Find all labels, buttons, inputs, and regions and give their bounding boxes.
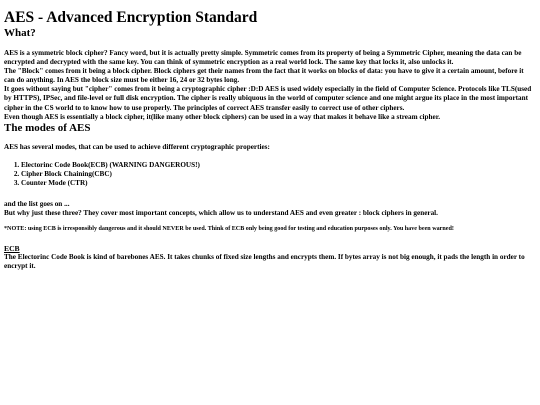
ecb-warning-note: *NOTE: using ECB is irresponsibly dangerous and it should NEVER be used. Think of ECB only being good for testing and education purposes only. You have been warned! (4, 225, 454, 232)
list-item-cbc: 2. Cipher Block Chaining(CBC) (21, 170, 536, 179)
modes-list (4, 161, 536, 189)
document-page (4, 0, 536, 271)
modes-after-text (4, 200, 536, 218)
list-item-ctr: 3. Counter Mode (CTR) (21, 179, 536, 188)
paragraph-cipher: It goes without saying but "cipher" comes from it being a cryptographic cipher :D:D AES is used widely especially in the field of Computer Science. Protocols like TLS(used by HTTPS), IPSec, and file-level or full disk encryption. The cipher is really ubiquous in the world of computer science and one might argue its place in the most important cipher in the CS world to to know how to use properly. The principles of correct AES transfer easily to correct use of other ciphers. (4, 85, 532, 112)
section-heading-modes: The modes of AES (4, 121, 91, 134)
page-title: AES - Advanced Encryption Standard (4, 9, 258, 26)
paragraph-symmetric: AES is a symmetric block cipher? Fancy word, but it is actually pretty simple. Symmetric comes from its property of being a Symmetric Cipher, meaning the data can be encrypted and decrypted with the same key. You can think of symmetric encryption as a real world lock. The same key that locks it, also unlocks it. (4, 49, 522, 67)
ecb-description: The Electorinc Code Book is kind of barebones AES. It takes chunks of fixed size lengths and encrypts them. If bytes array is not big enough, it pads the length in order to encrypt it. (4, 252, 525, 271)
section-heading-what: What? (4, 27, 36, 39)
what-section-body (4, 49, 536, 122)
why-three-text: But why just these three? They cover most important concepts, which allow us to understand AES and even greater : block ciphers in general. (4, 208, 438, 217)
list-item-ecb: 1. Electorinc Code Book(ECB) (WARNING DANGEROUS!) (21, 161, 536, 170)
ecb-heading-link[interactable]: ECB (4, 243, 20, 253)
modes-intro: AES has several modes, that can be used to achieve different cryptographic properties: (4, 142, 270, 151)
paragraph-stream: Even though AES is essentially a block cipher, it(like many other block ciphers) can be used in a way that makes it behave like a stream cipher. (4, 112, 441, 121)
list-continues-text: and the list goes on ... (4, 199, 70, 208)
paragraph-block: The "Block" comes from it being a block cipher. Block ciphers get their names from the fact that it works on blocks of data: you have to give it a certain amount, before it can do anything. In AES the block size must be either 16, 24 or 32 bytes long. (4, 67, 524, 85)
